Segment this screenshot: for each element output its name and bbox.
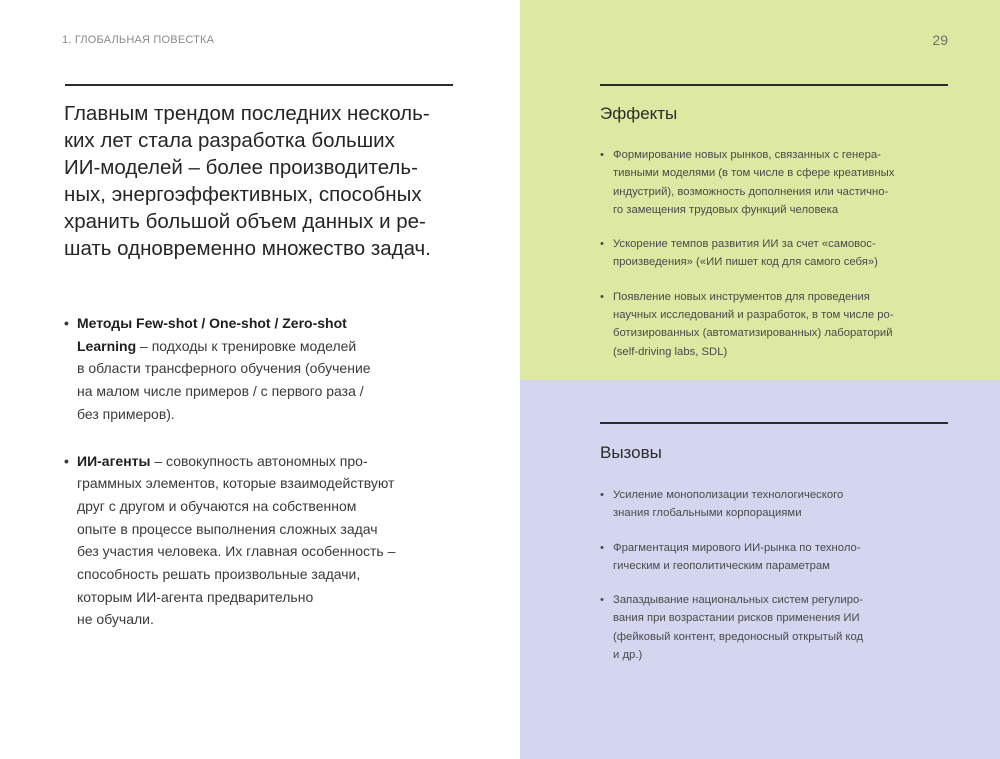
definition-text: – подходы к тренировке моделей [136,337,357,354]
lead-line: хранить большой объем данных и ре- [64,210,426,233]
definition-ai-agents [64,450,464,632]
bullet-icon: • [600,238,604,251]
bullet-icon: • [600,149,604,161]
divider-effects [600,84,948,86]
bullet-icon: • [600,594,604,607]
page-number: 29 [932,32,948,48]
challenges-item: • Запаздывание национальных систем регулиро- вания при возрастании рисков применения ИИ (фейковый контент, вредоносный открытый код и др.) [600,591,960,664]
definition-term: Методы Few-shot / One-shot / Zero-shot [77,315,347,331]
lead-line: ных, энергоэффективных, способных [64,183,422,206]
effects-title: Эффекты [600,104,678,123]
divider-challenges [600,422,948,424]
bullet-icon: • [600,541,604,554]
challenges-title: Вызовы [600,443,662,462]
lead-line: Главным трендом последних несколь- [64,102,430,125]
divider-left [65,84,453,86]
definition-text: без примеров). [77,405,175,422]
lead-line: шать одновременно множество задач. [64,237,431,260]
lead-line: ИИ-моделей – более производитель- [64,156,418,179]
definition-text: граммных элементов, которые взаимодействуют [77,475,395,492]
effects-item: • Появление новых инструментов для проведения научных исследований и разработок, в том числе ро- ботизированных (автоматизированных) лабораторий (self-driving labs, SDL) [600,288,960,361]
bullet-icon: • [600,489,604,501]
challenges-item: • Усиление монополизации технологического знания глобальными корпорациями [600,486,960,523]
definition-text: опыте в процессе выполнения сложных задач [77,520,378,537]
definition-text: не обучали. [77,611,154,628]
definition-text: без участия человека. Их главная особенность – [77,543,396,560]
bullet-icon: • [64,452,69,469]
challenges-panel [520,380,1000,759]
definition-text: в области трансферного обучения (обучение [77,360,371,377]
bullet-icon: • [600,290,604,303]
effects-item: • Формирование новых рынков, связанных с генера- тивными моделями (в том числе в сфере креативных индустрий), возможность дополнения или частично- го замещения трудовых функций человека [600,146,960,219]
definition-term: Learning [77,337,137,354]
definition-text: друг с другом и обучаются на собственном [77,497,357,514]
definition-few-shot [64,312,464,426]
section-label: 1. ГЛОБАЛЬНАЯ ПОВЕСТКА [62,34,215,46]
definition-text: – совокупность автономных про- [150,452,368,469]
lead-line: ких лет стала разработка больших [64,129,395,152]
definitions-list [64,312,464,631]
definition-text: которым ИИ-агента предварительно [77,588,314,605]
effects-item: • Ускорение темпов развития ИИ за счет «самовос- произведения» («ИИ пишет код для самого себя») [600,235,960,272]
definition-term: ИИ-агенты [77,452,151,469]
challenges-item: • Фрагментация мирового ИИ-рынка по техноло- гическим и геополитическим параметрам [600,539,960,576]
definition-text: на малом числе примеров / с первого раза / [77,383,364,400]
lead-paragraph [64,100,454,262]
challenges-list [600,486,960,664]
effects-panel [520,0,1000,380]
bullet-icon: • [64,315,69,331]
effects-list [600,146,960,361]
definition-text: способность решать произвольные задачи, [77,566,361,583]
